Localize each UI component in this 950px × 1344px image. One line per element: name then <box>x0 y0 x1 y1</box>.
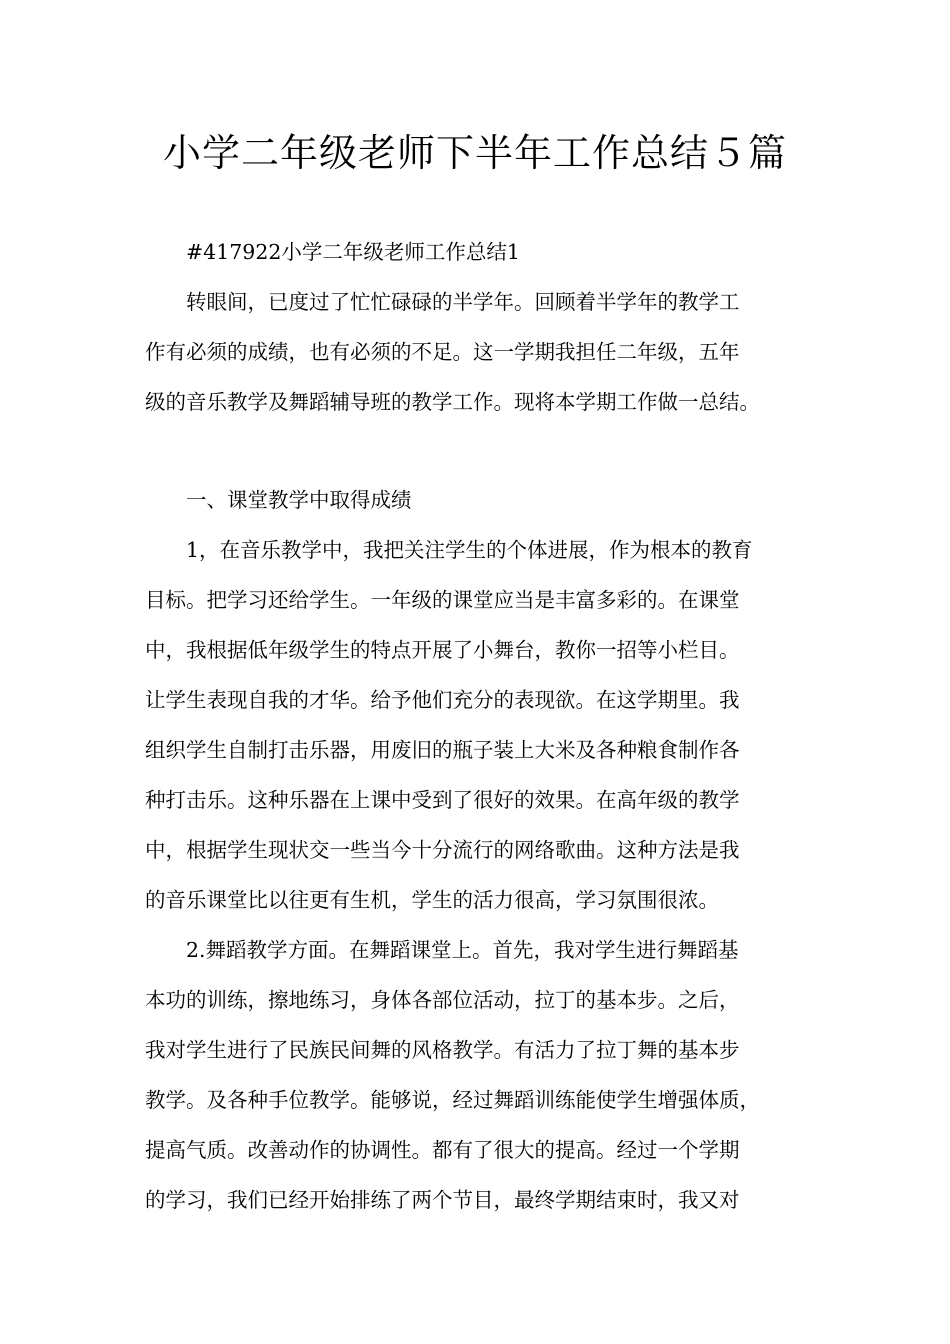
paragraph-line: 教学。及各种手位教学。能够说，经过舞蹈训练能使学生增强体质， <box>145 1088 760 1112</box>
paragraph-line: 种打击乐。这种乐器在上课中受到了很好的效果。在高年级的教学 <box>145 788 740 812</box>
paragraph-line: 提高气质。改善动作的协调性。都有了很大的提高。经过一个学期 <box>145 1138 740 1162</box>
paragraph-line: 中，我根据低年级学生的特点开展了小舞台，教你一招等小栏目。 <box>145 638 740 662</box>
paragraph-line: 1，在音乐教学中，我把关注学生的个体进展，作为根本的教育 <box>186 538 753 562</box>
paragraph-intro <box>145 277 835 427</box>
paragraph-line: 作有必须的成绩，也有必须的不足。这一学期我担任二年级，五年 <box>145 340 740 364</box>
paragraph-line: 我对学生进行了民族民间舞的风格教学。有活力了拉丁舞的基本步 <box>145 1038 740 1062</box>
paragraph-line: 的音乐课堂比以往更有生机，学生的活力很高，学习氛围很浓。 <box>145 888 719 912</box>
paragraph-music-teaching <box>145 525 835 925</box>
paragraph-line: 组织学生自制打击乐器，用废旧的瓶子装上大米及各种粮食制作各 <box>145 738 740 762</box>
paragraph-line: 本功的训练，擦地练习，身体各部位活动，拉丁的基本步。之后， <box>145 988 740 1012</box>
paragraph-line: 让学生表现自我的才华。给予他们充分的表现欲。在这学期里。我 <box>145 688 740 712</box>
paragraph-dance-teaching <box>145 925 835 1225</box>
paragraph-line: 级的音乐教学及舞蹈辅导班的教学工作。现将本学期工作做一总结。 <box>145 390 760 414</box>
paragraph-line: 转眼间，已度过了忙忙碌碌的半学年。回顾着半学年的教学工 <box>186 290 740 314</box>
section-heading-1 <box>145 227 835 277</box>
heading-line: #417922小学二年级老师工作总结1 <box>186 240 520 264</box>
paragraph-line: 的学习，我们已经开始排练了两个节目，最终学期结束时，我又对 <box>145 1188 740 1212</box>
paragraph-line: 目标。把学习还给学生。一年级的课堂应当是丰富多彩的。在课堂 <box>145 588 740 612</box>
section-heading-classroom <box>145 475 835 525</box>
paragraph-line: 中，根据学生现状交一些当今十分流行的网络歌曲。这种方法是我 <box>145 838 740 862</box>
heading-line: 一、课堂教学中取得成绩 <box>186 488 412 512</box>
paragraph-line: 2.舞蹈教学方面。在舞蹈课堂上。首先，我对学生进行舞蹈基 <box>186 938 739 962</box>
document-title: 小学二年级老师下半年工作总结５篇 <box>162 131 787 175</box>
